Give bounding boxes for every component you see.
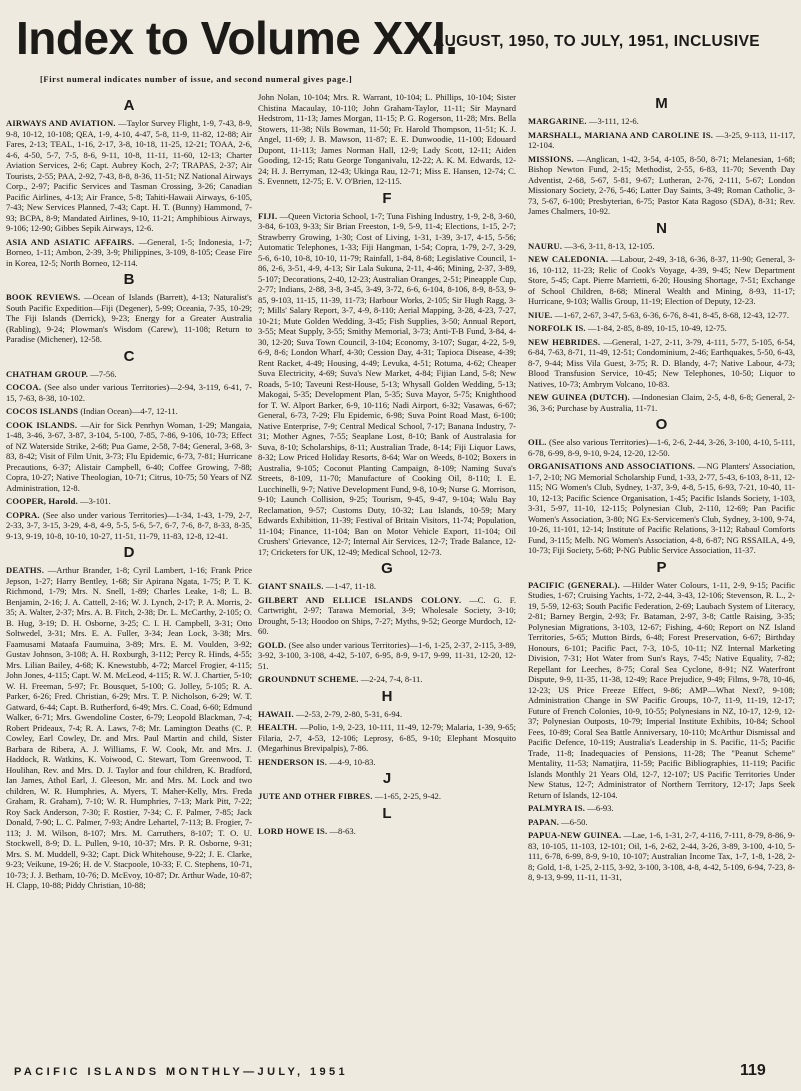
index-entry	[528, 254, 795, 307]
entry-heading: MARGARINE.	[528, 116, 587, 126]
entry-references: —Lae, 1-6, 1-31, 2-7, 4-116, 7-111, 8-79, 8-86, 9-83, 10-105, 11-103, 12-101; Oil, 1-6, 2-62, 2-44, 3-26, 3-89, 3-100, 4-10, 5-111, 6-78, 6-99, 8-9, 9-10, 10-107; Australian Income Tax, 1-7, 1-8, 1-28, 2-8; Gold, 1-8, 1-25, 2-115, 3-92, 3-100, 3-108, 4-8, 4-42, 5-109, 6-94, 7-23, 8-8, 9-13, 9-99, 11-11, 11-31,	[528, 830, 795, 882]
index-entry	[258, 211, 516, 558]
index-entry	[258, 581, 516, 592]
entry-heading: PAPAN.	[528, 816, 560, 827]
letter-section	[258, 805, 516, 837]
entry-references: —3-111, 12-6.	[588, 116, 639, 126]
index-entry	[258, 674, 516, 685]
letter-section	[528, 416, 795, 556]
index-entry	[258, 595, 516, 637]
entry-references: (See also various Territories)—1-6, 2-6, 2-44, 3-26, 3-100, 4-10, 5-111, 6-78, 6-99, 8-9, 9-10, 9-24, 12-20, 12-50.	[528, 437, 795, 458]
entry-heading: GIANT SNAILS.	[258, 581, 324, 591]
entry-heading: JUTE AND OTHER FIBRES.	[258, 791, 373, 801]
index-entry	[528, 241, 795, 252]
entry-heading: HEALTH.	[258, 722, 298, 732]
entry-references: —Queen Victoria School, 1-7; Tuna Fishing Industry, 1-9, 2-8, 3-60, 3-84, 6-103, 9-33; Sir Brian Freeston, 1-9, 5-9, 11-4; Elections, 1-15, 2-7; Strawberry Growing, 1-30; Cost of Living, 1-31, 1-39, 3-17, 4-15, 5-56; Automatic Telephones, 1-33; Fiji Hangman, 1-54; Copra, 1-79, 2-7, 3-29, 5-6, 6-10, 10-8, 10-10, 11-79; Rainfall, 1-84, 8-68; Legislative Council, 1-86, 2-6, 3-51, 4-9, 4-13; Sir Lala Sukuna, 2-11, 4-46; Mining, 2-37, 3-89, 5-107; Decorations, 2-40, 12-23; Australian Oranges, 2-51; Pineapple Cup, 2-77; Indians, 2-88, 3-8, 3-45, 3-49, 3-72, 6-6, 6-104, 8-106, 8-9, 8-53, 9-85, 9-103, 11-15, 11-39, 11-73; Harbour Works, 2-105; Sir Hugh Ragg, 3-7; Mills' Salary Report, 3-7, 4-9, 8-110; Aerial Mapping, 3-28, 4-23, 7-27, 10-21; Mute Golden Wedding, 3-45; Fish Supplies, 3-50; Annual Report, 3-55; Meat Supply, 3-55; Smithy Memorial, 3-73; Anti-T-B Fund, 3-84, 4-30, 12-20; Suva Town Council, 3-104; Economy, 3-107; Sugar, 4-22, 5-9, 6-9, 8-6; London Wharf, 4-30; Cession Day, 4-31; Tapioca Disease, 4-39; Rent Racket, 4-49; Housing, 4-49; Levuka, 4-51; Rotuma, 4-62; Cheaper Suva Electricity, 4-69; Suva's New Market, 4-84; Fijian Land, 5-8; New Roads, 5-10; Taveuni Rest-House, 5-13; Whysall Golden Wedding, 5-13; Makogai, 5-35; Development Plan, 5-35; Suva Mayor, 5-75; Knighthood for T. W. Alport Barker, 6-9, 10-116; Nadi Airport, 6-32; Vasawas, 6-67; General, 6-73, 7-29; Flu Epidemic, 6-98; Suva Point Road Mast, 6-100; Native Enterprise, 7-9; Central Medical School, 7-17; Banana Industry, 7-31; Mother Agnes, 7-55; Seaplane Lost, 8-10; Bank of Australasia for Suva, 8-10; Scholarships, 8-11; Australian Trade, 8-14; Fiji Liquor Laws, 8-32; Low Priced Holiday Resorts, 8-64; War on Weeds, 8-102; Boxers in Australia, 9-105; Coconut Planting Campaign, 8-109; Naming Suva's Streets, 8-109, 11-70; Manufacture of Cooking Oil, 8-110; I. E. Lucchinelli, 9-7; Native Development Fund, 9-8, 10-9; Nurse G. Morrison, 9-10; Launch Collision, 9-25; Tourism, 9-45, 9-47, 9-104; Walu Bay Reclamation, 9-57; Customs Duty, 10-32; Lau Islands, 10-59; Mary Edwards Exhibition, 11-39; Festival of Britain Visitors, 11-74; Population, 11-104; Finance, 11-104; Ban on Motor Vehicle Export, 11-104; Oil Crushers' Grievance, 12-7; Internal Air Services, 12-7; Trade Balance, 12-17; Cricketers for UK, 12-49; Medical School, 12-73.	[258, 210, 516, 557]
entry-heading: AIRWAYS AND AVIATION.	[6, 118, 116, 128]
index-entry	[528, 337, 795, 390]
entry-references: —Taylor Survey Flight, 1-9, 7-43, 8-9, 9-8, 10-12, 10-108; QEA, 1-9, 4-10, 4-47, 5-8, 11-9, 11-82, 12-88; Air Fares, 2-13; TEAL, 1-16, 2-17, 3-8, 10-18, 11-25, 12-21; TOAA, 2-6, 4-6, 4-50, 5-7, 7-5, 8-6, 9-11, 10-8, 11-11, 11-60, 12-13; Charter Aviation Services, 2-6; Capt. Aubrey Koch, 2-7; TRAPAS, 2-37; Air Tourists, 2-55; PAA, 2-92, 7-43, 8-8, 8-36, 11-51; NZ National Airways Corp., 2-97; Pacific Services and Tasman Crossing, 3-26; Canadian Pacific Airlines, 4-13; Air France, 5-8; Tahiti-Hawaii Airways, 6-105, 7-43; New Services Planned, 7-43; Capt. H. T. (Bunny) Hammond, 7-93; BCPA, 8-9; Mandated Airlines, 9-10, 11-21; Amphibious Airways, 9-106; 12-90; Gibbes Sepik Airways, 12-6.	[6, 118, 252, 233]
index-entry	[258, 791, 516, 802]
index-entry	[6, 118, 252, 234]
index-entry	[6, 406, 252, 417]
section-letter: A	[123, 97, 135, 114]
entry-references: —2-24, 7-4, 8-11.	[360, 674, 423, 684]
entry-heading: FIJI.	[258, 210, 278, 221]
letter-section	[528, 95, 795, 217]
index-entry	[528, 116, 795, 127]
entry-references: —3-25, 9-113, 11-117, 12-104.	[528, 129, 796, 150]
entry-references: —General, 1-5; Indonesia, 1-7; Borneo, 1-11; Ambon, 2-39, 3-9; Philippines, 3-109, 8-105; Cease Fire in Korea, 12-5; North Borneo, 12-114.	[6, 236, 252, 268]
index-entry	[528, 830, 795, 883]
letter-section	[258, 92, 516, 187]
index-entry	[6, 420, 252, 494]
entry-heading: CHATHAM GROUP.	[6, 368, 89, 379]
entry-references: —6-93.	[587, 803, 614, 813]
entry-heading: NIUE.	[528, 309, 553, 320]
letter-section	[6, 97, 252, 268]
section-letter: P	[656, 558, 667, 576]
section-letter: D	[123, 544, 135, 561]
entry-references: —3-101.	[80, 496, 111, 506]
index-entry	[528, 817, 795, 828]
entry-heading: PALMYRA IS.	[528, 803, 586, 813]
index-entry	[528, 437, 795, 458]
index-entry	[528, 461, 795, 556]
letter-section	[528, 220, 795, 414]
entry-heading: PACIFIC (GENERAL).	[528, 579, 620, 590]
entry-heading: PAPUA-NEW GUINEA.	[528, 830, 622, 840]
entry-heading: HENDERSON IS.	[258, 756, 328, 767]
date-range: AUGUST, 1950, TO JULY, 1951, INCLUSIVE	[433, 33, 761, 50]
section-letter: O	[655, 416, 668, 433]
letter-section	[258, 190, 516, 558]
entry-references: —Labour, 2-49, 3-18, 6-36, 8-37, 11-90; General, 3-16, 10-112, 11-23; Relic of Cook's Voyage, 4-39, 9-45; New Department Store, 5-45; Capt. Pierre Marrietti, 6-20; Housing Shortage, 7-51; Exchange of School Children, 8-68; Mineral Wealth and Mining, 8-93, 11-17; Hurricane, 9-103; Wallis Group, 11-19; Election of Deputy, 12-23.	[528, 254, 795, 306]
entry-references: —Anglican, 1-42, 3-54, 4-105, 8-50, 8-71; Melanesian, 1-68; Bishop Newton Fund, 2-15; Methodist, 2-55, 6-83, 11-70; Seventh Day Adventist, 2-68, 5-67, 5-81, 9-67; Lutheran, 2-76, 2-111, 5-67; London Missionary Society, 2-76, 5-46; Latter Day Saints, 3-49; Roman Catholic, 3-73, 5-67, 6-100; Presbyterian, 6-75; Pastor Kata Ragoso (SDA), 8-31; Rev. James Chalmers, 10-92.	[528, 153, 795, 216]
index-entry	[528, 392, 795, 413]
entry-references: —1-67, 2-67, 3-47, 5-63, 6-36, 6-76, 8-41, 8-45, 8-68, 12-43, 12-77.	[554, 309, 789, 320]
entry-references: —1-65, 2-25, 9-42.	[374, 791, 441, 801]
index-entry	[258, 92, 516, 187]
index-entry	[6, 496, 252, 507]
entry-heading: BOOK REVIEWS.	[6, 292, 81, 302]
entry-heading: MISSIONS.	[528, 153, 574, 164]
section-letter: J	[382, 770, 392, 787]
index-entry	[528, 803, 795, 814]
section-letter: B	[123, 271, 135, 288]
page-number: 119	[740, 1062, 766, 1079]
entry-references: —NG Planters' Association, 1-7, 2-10; NG Memorial Scholarship Fund, 1-33, 2-77, 5-43, 6-103, 8-11, 12-115; NG Women's Club, Sydney, 1-37, 3-9, 4-8, 5-15, 6-93, 7-21, 10-40, 11-10, 12-13; Pacific Science Organisation, 1-45; Pacific Islands Society, 1-103, 3-31, 5-97, 11-10, 12-115; Polynesian Club, 2-110, 12-69; Pan Pacific Women's Association, 3-80; NG Ex-Servicemen's Club, Sydney, 3-100, 9-74, 10-26, 11-101, 12-14; Institute of Pacific Relations, 3-112; Rabaul Comforts Fund, 3-115; Melb. NG Women's Association, 4-8, 6-87; NG RSSAILA, 4-9, 10-73; Fiji Society, 5-68; P-NG Public Service Association, 11-37.	[528, 461, 795, 555]
entry-heading: MARSHALL, MARIANA AND CAROLINE IS.	[528, 129, 714, 140]
entry-heading: COPRA.	[6, 509, 40, 520]
index-entry	[258, 640, 516, 672]
entry-heading: COOK ISLANDS.	[6, 419, 78, 430]
entry-references: (See also under various Territories)—2-94, 3-119, 6-41, 7-15, 7-63, 8-38, 10-102.	[6, 382, 252, 403]
entry-references: (See also under various Territories)—1-34, 1-43, 1-79, 2-7, 2-33, 3-7, 3-15, 3-29, 4-8, 4-9, 5-5, 5-6, 5-7, 6-7, 7-6, 8-7, 8-33, 8-35, 9-13, 9-19, 10-8, 10-10, 10-27, 11-51, 11-79, 11-83, 12-8, 12-41.	[6, 509, 253, 541]
index-entry	[528, 323, 795, 334]
section-letter: N	[656, 219, 667, 237]
section-letter: M	[655, 95, 668, 112]
index-entry	[528, 580, 795, 801]
publication-line: PACIFIC ISLANDS MONTHLY—JULY, 1951	[14, 1066, 349, 1078]
index-entry	[6, 237, 252, 269]
entry-references: —Arthur Brander, 1-8; Cyril Lambert, 1-16; Frank Price Jepson, 1-27; Harry Bentley, 1-68; Sir Apirana Ngata, 1-75; P. T. K. Richmond, 1-79; Mrs. N. Snell, 1-89; Charles Leake, 1-8; L. B. Benjamin, 2-16; J. A. Cattell, 2-16; W. J. Lynch, 2-17; P. A. Morris, 2-35; A. Walter, 2-37; Mrs. A. B. Fitch, 2-38; Dr. L. McCarthy, 2-105; O. B. Hug, 3-19; D. H. Osborne, 3-25; C. I. H. Campbell, 3-31; Otto Soltwedel, 3-31; Mrs. E. A. Fuller, 3-34; Jean Lock, 3-38; Mrs. Faamusami Mataafa Faumuina, 3-89; Mrs. E. M. Voulden, 3-92; Gustav Johnson, 3-108; A. H. Roxburgh, 3-112; Percy R. Hinds, 4-55; Mrs. Lilian Bailey, 4-68; K. Knewstubb, 4-72; Marcel Frogier, 4-115; John Jones, 4-115; Capt. W. M. McLeod, 4-115; R. W. J. Chartier, 5-10; W. H. Freeman, 5-97; Fr. Bousquet, 5-100; G. Jolley, 5-105; R. A. Parker, 6-26; Fred. Christian, 6-29; Mrs. T. P. Nicholson, 6-29; W. T. Gatward, 6-44; Capt. B. Rutherford, 6-49; Mrs. C. Coad, 6-60; Edmund Walker, 6-71; Mrs. Gwendoline Coster, 6-79; Leopold Blackman, 7-4; Robert Prideaux, 7-4; R. A. Laws, 7-8; Mr. Lamington Deaths (C. P. Cowley, Earl Cowley, Dr. and Mrs. Paul Martin and child, Sister Barbara de Ribera, A. J. Williams, F. W. Cook, Mr. and Mrs. J. Haddock, R. Watkins, K. Voiwood, C. Stewart, Tom Greenwood, T. Houlihan, Rev. and Mrs. D. J. Taylor and four children, K. Bradford, Ian James, Athol Earl, J. Gleeson, Mr. and Mrs. M. Lock and two children, W. R. Humphries, A. Myers, T. Maher-Kelly, Mrs. Freda Graham, R. Graham), 7-10; W. R. Humphries, 7-13; Mark Pitt, 7-22; Roy Sack Anderson, 7-30; F. Rostier, 7-34; C. F. Palmer, 7-85; Jack Donald, 7-90; L. C. Palmer, 7-93; Andre Lehartel, 7-113; B. Frogier, 7-113; J. M. Wilson, 8-107; Mrs. M. Carruthers, 8-107; T. O. U. Stockwell, 8-9; D. L. Pullen, 9-10, 10-37; Mrs. P. R. Osborne, 9-31; Mrs. S. M. Muddell, 9-32; Capt. Dick Whitehouse, 9-22; J. E. Clarke, 9-23; Veikune, 19-26; H. de V. Stacpoole, 10-33; F. C. Stephens, 10-71, 10-73; J. J. Betham, 10-76; D. McEvoy, 10-87; Dr. Arthur Wade, 10-87; H. Clapp, 10-88; Piddy Christian, 10-88;	[6, 565, 253, 890]
entry-references: —1-84, 2-85, 8-89, 10-15, 10-49, 12-75.	[587, 323, 727, 333]
numbering-note: [First numeral indicates number of issue, and second numeral gives page.]	[40, 74, 353, 84]
index-title: Index to Volume XXI.	[16, 12, 458, 64]
entry-heading: COOPER, Harold.	[6, 496, 78, 506]
entry-references: John Nolan, 10-104; Mrs. R. Warrant, 10-104; L. Phillips, 10-104; Sister Chistina Macaulay, 10-110; John Graham-Taylor, 11-11; Sir Maynard Hedstrom, 11-13; James Morgan, 11-15; P. G. Rogerson, 11-28; Mrs. Bella Stowers, 11-38; Nils Bowman, 11-50; Fr. Harold Thompson, 11-51; K. J. Angel, 11-69; J. B. Mawson, 11-87; E. E. Dunwoodie, 11-100; Edouard Dupont, 11-113; James Norman Hall, 12-9; Lady Scott, 12-11; Aiden Gooding, 12-15; Ratu George Tonganivalu, 12-22; A. K. M. Edwards, 12-24; H. J. Berryman, 12-43; Ukinga Rau, 12-71; Miss E. Hansen, 12-74; C. S. Evennett, 12-75; E. V. O'Brien, 12-115.	[258, 92, 516, 186]
entry-references: (See also under various Territories)—1-6, 1-25, 2-37, 2-115, 3-89, 3-92, 3-100, 3-108, 4-42, 5-107, 6-95, 8-9, 9-17, 9-99, 11-31, 12-20, 12-51.	[258, 639, 516, 671]
index-entry	[528, 154, 795, 217]
entry-heading: LORD HOWE IS.	[258, 825, 328, 836]
entry-references: —8-63.	[329, 825, 356, 836]
entry-heading: ORGANISATIONS AND ASSOCIATIONS.	[528, 461, 696, 471]
entry-references: —2-53, 2-79, 2-80, 5-31, 6-94.	[295, 708, 403, 719]
section-letter: F	[382, 189, 392, 207]
entry-references: —General, 1-27, 2-11, 3-79, 4-111, 5-77, 5-105, 6-54, 6-84, 7-63, 8-71, 11-49, 12-51; Condominium, 2-46; Earthquakes, 5-50, 6-43, 8-7, 9-44; Miss Vila Guest, 3-75; R. D. Blandy, 4-7; Native Labour, 4-73; Blood Transfusion Service, 10-45; New Telephones, 10-50; Liquor to Natives, 10-73; Ambrym Volcano, 10-83.	[528, 336, 796, 389]
index-entry	[528, 310, 795, 321]
entry-heading: COCOA.	[6, 382, 42, 392]
page-footer	[0, 1062, 801, 1086]
index-entry	[258, 826, 516, 837]
index-entry	[6, 510, 252, 542]
index-column-1	[6, 94, 252, 894]
index-entry	[258, 709, 516, 720]
index-column-3	[528, 92, 795, 886]
entry-heading: NORFOLK IS.	[528, 323, 586, 333]
index-entry	[6, 382, 252, 403]
entry-references: —1-47, 11-18.	[325, 581, 377, 591]
letter-section	[6, 271, 252, 345]
entry-heading: OIL.	[528, 437, 547, 447]
entry-references: —Polio, 1-9, 2-23, 10-111, 11-49, 12-79; Malaria, 1-39, 9-65; Filaria, 2-7, 4-53, 12-106; Leprosy, 6-85, 9-10; Elephant Mosquito (Megarhinus Brevipalpis), 7-86.	[258, 722, 516, 753]
letter-section	[258, 560, 516, 685]
entry-references: —Air for Sick Penrhyn Woman, 1-29; Mangaia, 1-48, 3-46, 3-67, 3-87, 3-104, 5-100, 7-85, 7-86, 9-106, 10-73; Effect of NZ Waterside Strike, 2-68; Pua Game, 2-58, 7-84; General, 3-68, 3-83, 8-42; Visit of Film Unit, 3-73; Flu Epidemic, 6-73, 7-81; Hurricane Precautions, 6-37; Alistair Campbell, 6-40; Coffee Growing, 7-88; Copra, 10-27; Native Theologian, 10-71; Citrus, 10-75; 50 Years of NZ Administration, 12-8.	[6, 419, 253, 493]
entry-heading: NEW CALEDONIA.	[528, 254, 609, 264]
letter-section	[258, 770, 516, 802]
index-entry	[528, 130, 795, 151]
page-header	[0, 12, 801, 70]
index-column-2	[258, 92, 516, 839]
entry-references: —Ocean of Islands (Barrett), 4-13; Naturalist's South Pacific Expedition—Fiji (Degener), 5-99; Oceania, 7-35, 10-29; The Fiji Islands (Derrick), 9-23; Energy for a Greater Australia (Rabling), 9-24; Plowman's Wisdom (Carew), 11-108; Return to Paradise (Michener), 12-58.	[6, 292, 253, 344]
entry-references: —C. G. F. Cartwright, 2-97; Tarawa Memorial, 3-9; Wholesale Society, 3-10; Drought, 5-13; Hoodoo on Ships, 7-27; Myths, 9-52; George Murdoch, 12-60.	[258, 594, 516, 636]
entry-heading: COCOS ISLANDS	[6, 406, 79, 416]
entry-heading: GOLD.	[258, 639, 287, 650]
letter-section	[6, 348, 252, 542]
letter-section	[528, 559, 795, 883]
entry-references: (Indian Ocean)—4-7, 12-11.	[80, 406, 178, 416]
entry-heading: DEATHS.	[6, 565, 45, 575]
section-letter: C	[123, 347, 135, 365]
index-entry	[258, 722, 516, 754]
index-entry	[258, 757, 516, 768]
letter-section	[6, 544, 252, 891]
entry-references: —Hilder Water Colours, 1-11, 2-9, 9-15; Pacific Studies, 1-67; Cruising Yachts, 1-72, 2-44, 3-43, 12-106; Stevenson, R. L., 2-19, 5-59, 12-63; South Pacific Federation, 2-69; Laubach System of Literacy, 2-81; Barney Bergin, 2-93; Fr. Bataman, 2-97, 3-8; Cattle Raising, 3-35; Polynesian Migrations, 3-103, 12-67; Fishing, 4-60; Report on NZ Island Territories, 5-65; Mutton Birds, 6-48; Forest Preservation, 6-67; Birthday Honours, 6-101; Pacific Pact, 7-3, 10-5, 10-11; NZ Internal Marketing Division, 7-31; Hot Water from Sun's Rays, 7-45; Native Equality, 7-82; Repellant for Leeches, 8-75; Coral Sea Cyclone, 8-91; NZ Waterfront Dispute, 9-9, 11-35, 11-38, 12-49; Race Prejudice, 9-49; Films, 9-78, 10-46, 12-23; US Price Freeze Effect, 9-86; AMP—What Next?, 9-108; Administration Change in SW Pacific Groups, 10-7, 11-9, 11-19, 12-17; Future of French Colonies, 10-9, 10-55; Polynesians in NZ, 10-17, 12-9, 12-37; Polynesian Outposts, 10-79; Imperial Institute Exhibits, 10-84; School Fees, 10-89; Coral Sea Battle Anniversary, 10-110; McArthur Dismissal and Pacific Defence, 10-119; Australia's Leadership in S. Pacific, 11-5; Pacific Trade, 11-8; Inadequacies of Pensions, 11-28; The "Peanut Scheme" Mentality, 11-53; Namatjira, 11-59; Pacific Bibliographies, 11-119; Pacific Islands Monthly 21 Years Old, 12-7, 12-107; US Pacific Territories Under New Status, 12-7; Administrator of Northern Territory, 12-17; Japs Seek Return of Islands, 12-104.	[528, 579, 796, 800]
entry-references: —7-56.	[90, 368, 117, 379]
entry-heading: GROUNDNUT SCHEME.	[258, 674, 359, 684]
entry-heading: NEW HEBRIDES.	[528, 336, 601, 347]
section-letter: L	[382, 804, 392, 822]
index-entry	[6, 565, 252, 891]
index-entry	[6, 369, 252, 380]
entry-heading: HAWAII.	[258, 708, 294, 719]
section-letter: H	[381, 687, 393, 705]
entry-references: —6-50.	[561, 816, 588, 827]
entry-heading: NEW GUINEA (DUTCH).	[528, 392, 630, 402]
letter-section	[258, 688, 516, 768]
entry-references: —4-9, 10-83.	[329, 756, 376, 767]
entry-heading: GILBERT AND ELLICE ISLANDS COLONY.	[258, 594, 462, 605]
entry-references: —3-6, 3-11, 8-13, 12-105.	[564, 240, 655, 251]
entry-heading: NAURU.	[528, 240, 563, 251]
entry-heading: ASIA AND ASIATIC AFFAIRS.	[6, 236, 135, 247]
section-letter: G	[381, 560, 393, 577]
entry-references: —Indonesian Claim, 2-5, 4-8, 6-8; General, 2-36, 3-6; Purchase by Australia, 11-71.	[528, 392, 795, 413]
index-entry	[6, 292, 252, 345]
